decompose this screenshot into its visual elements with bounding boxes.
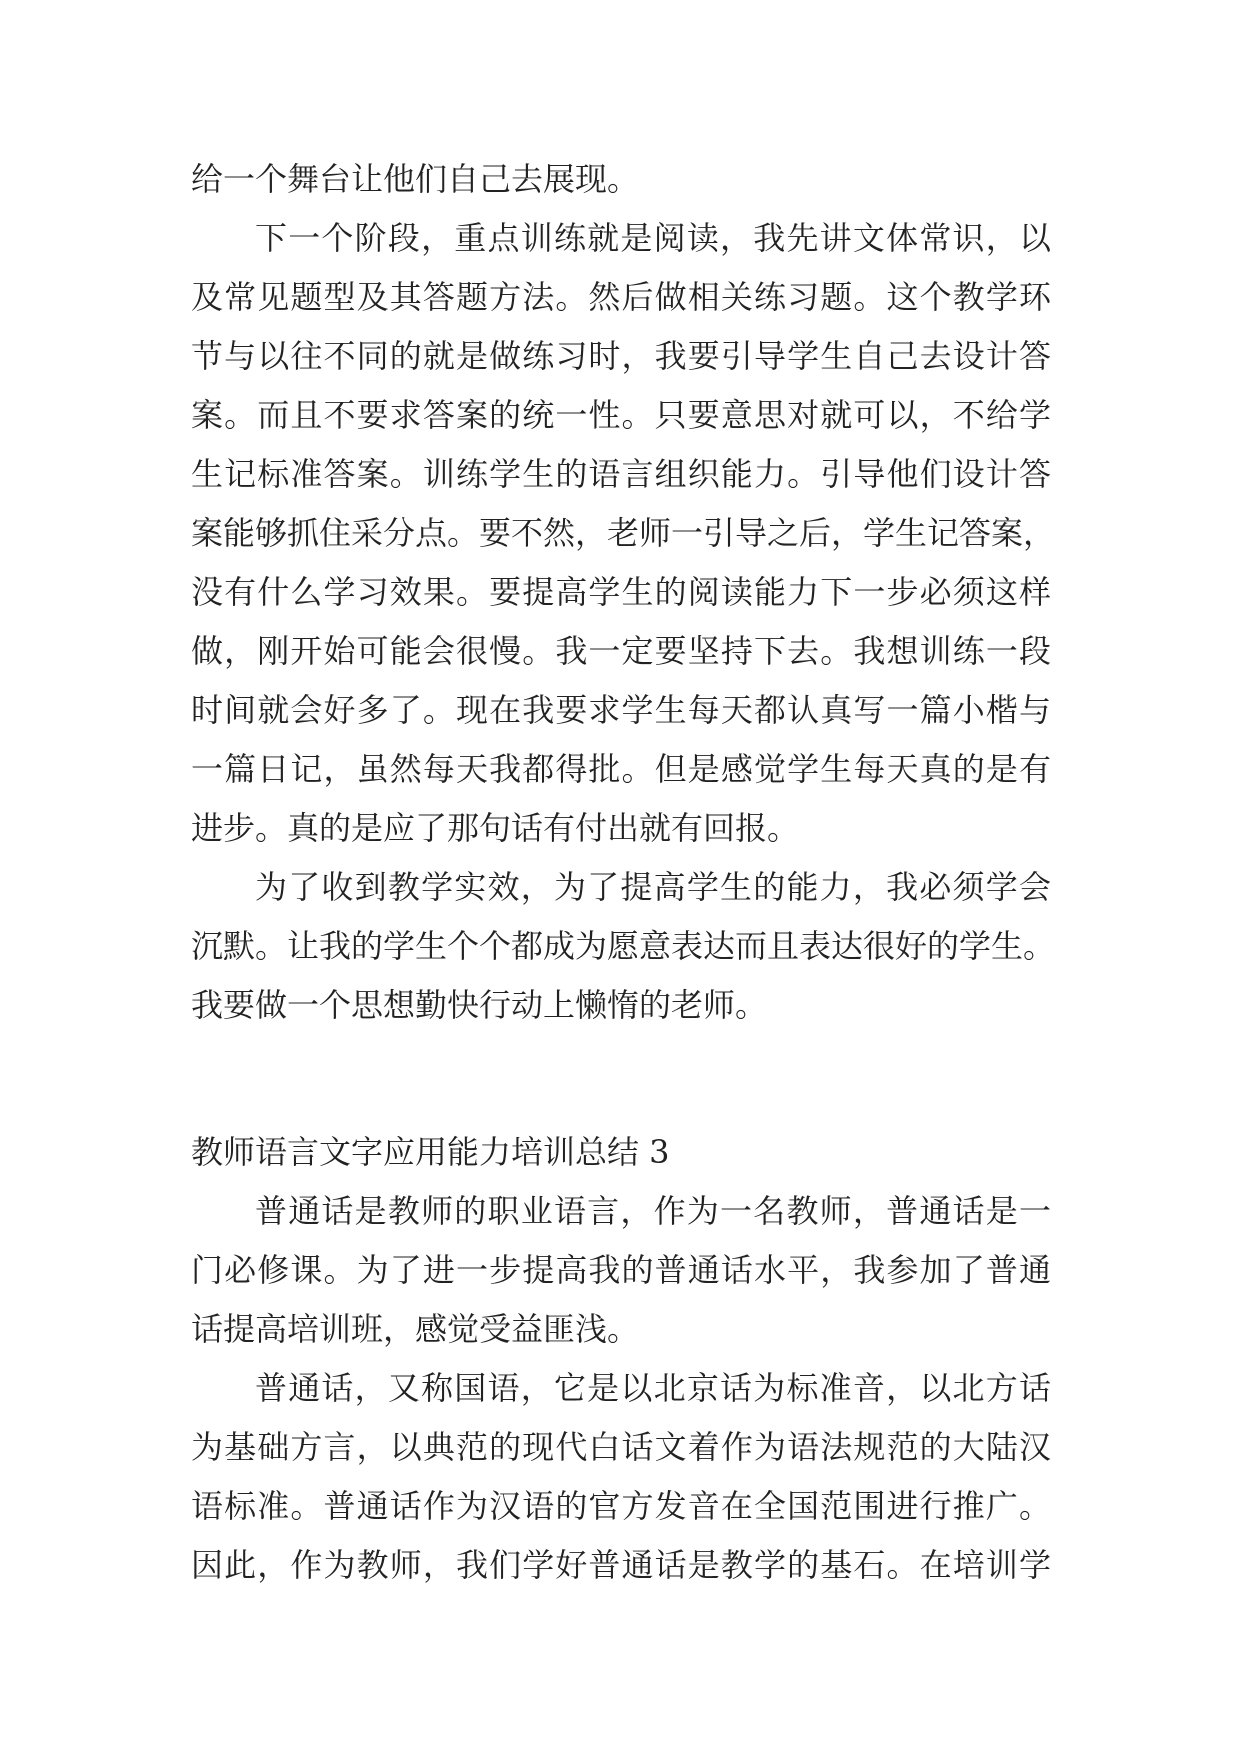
text-line: 语标准。普通话作为汉语的官方发音在全国范围进行推广。 <box>191 1487 1051 1525</box>
section-heading <box>191 1123 1051 1182</box>
text-line: 为了收到教学实效，为了提高学生的能力，我必须学会 <box>255 868 1051 906</box>
paragraph <box>191 1182 1051 1359</box>
text-line: 时间就会好多了。现在我要求学生每天都认真写一篇小楷与 <box>191 691 1051 729</box>
text-line: 节与以往不同的就是做练习时，我要引导学生自己去设计答 <box>191 337 1051 375</box>
text-line: 为基础方言，以典范的现代白话文着作为语法规范的大陆汉 <box>191 1428 1051 1466</box>
paragraph <box>191 1359 1051 1595</box>
text-line: 及常见题型及其答题方法。然后做相关练习题。这个教学环 <box>191 278 1051 316</box>
text-line: 给一个舞台让他们自己去展现。 <box>191 160 640 198</box>
document-body <box>191 150 1056 1595</box>
text-line: 沉默。让我的学生个个都成为愿意表达而且表达很好的学生。 <box>191 927 1056 965</box>
paragraph <box>191 858 1056 1035</box>
text-line: 下一个阶段，重点训练就是阅读，我先讲文体常识，以 <box>255 219 1051 257</box>
text-line: 做，刚开始可能会很慢。我一定要坚持下去。我想训练一段 <box>191 632 1051 670</box>
paragraph <box>191 209 1056 858</box>
text-line: 进步。真的是应了那句话有付出就有回报。 <box>191 809 800 847</box>
text-line: 因此，作为教师，我们学好普通话是教学的基石。在培训学 <box>191 1546 1051 1584</box>
text-line: 我要做一个思想勤快行动上懒惰的老师。 <box>191 986 768 1024</box>
section-spacer <box>191 1035 1051 1123</box>
text-line: 生记标准答案。训练学生的语言组织能力。引导他们设计答 <box>191 455 1051 493</box>
text-line: 普通话是教师的职业语言，作为一名教师，普通话是一 <box>255 1192 1051 1230</box>
paragraph <box>191 150 1051 209</box>
text-line: 案。而且不要求答案的统一性。只要意思对就可以，不给学 <box>191 396 1051 434</box>
text-line: 门必修课。为了进一步提高我的普通话水平，我参加了普通 <box>191 1251 1051 1289</box>
text-line: 话提高培训班，感觉受益匪浅。 <box>191 1310 640 1348</box>
section-title: 教师语言文字应用能力培训总结 3 <box>191 1133 670 1171</box>
text-line: 一篇日记，虽然每天我都得批。但是感觉学生每天真的是有 <box>191 750 1051 788</box>
text-line: 没有什么学习效果。要提高学生的阅读能力下一步必须这样 <box>191 573 1051 611</box>
text-line: 案能够抓住采分点。要不然，老师一引导之后，学生记答案， <box>191 514 1056 552</box>
text-line: 普通话，又称国语，它是以北京话为标准音，以北方话 <box>255 1369 1051 1407</box>
